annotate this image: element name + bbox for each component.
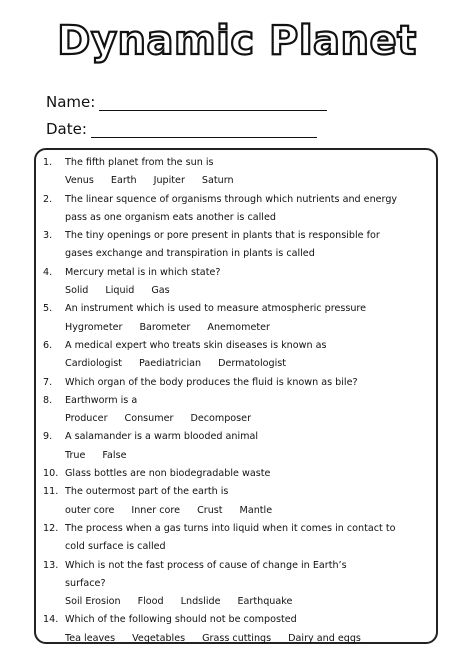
answer-options <box>43 282 431 300</box>
answer-option[interactable]: Venus <box>65 175 94 187</box>
question-number: 7. <box>43 376 53 388</box>
name-field <box>46 93 327 111</box>
answer-option[interactable]: Mantle <box>239 504 273 516</box>
question-item <box>43 337 431 374</box>
date-blank-line[interactable] <box>91 123 317 138</box>
question-row <box>43 374 431 392</box>
question-row <box>43 337 431 355</box>
answer-option[interactable]: Tea leaves <box>65 632 116 644</box>
question-row <box>43 191 431 209</box>
question-text: Earthworm is a <box>65 394 138 406</box>
question-row <box>43 428 431 446</box>
answer-option[interactable]: Producer <box>65 413 108 425</box>
date-field <box>46 120 317 138</box>
question-number: 6. <box>43 339 53 351</box>
question-item <box>43 191 431 228</box>
date-label: Date: <box>46 120 87 138</box>
question-item <box>43 483 431 520</box>
question-number: 3. <box>43 230 53 242</box>
answer-options <box>43 410 431 428</box>
answer-option[interactable]: Gas <box>151 285 170 297</box>
page-title: Dynamic Planet <box>57 18 417 64</box>
answer-option[interactable]: Dairy and eggs <box>288 632 361 644</box>
answer-option[interactable]: Crust <box>197 504 223 516</box>
question-item <box>43 392 431 429</box>
question-text: Glass bottles are non biodegradable waste <box>65 468 271 480</box>
answer-option[interactable]: Liquid <box>105 285 135 297</box>
question-row <box>43 465 431 483</box>
question-number: 5. <box>43 303 53 315</box>
answer-option[interactable]: Jupiter <box>153 175 185 187</box>
answer-option[interactable]: Anemometer <box>207 321 270 333</box>
name-label: Name: <box>46 93 96 111</box>
question-row <box>43 264 431 282</box>
question-row <box>43 520 431 538</box>
question-list <box>43 154 431 648</box>
answer-option[interactable]: Hygrometer <box>65 321 123 333</box>
question-item <box>43 428 431 465</box>
question-item <box>43 154 431 191</box>
question-item <box>43 520 431 557</box>
question-number: 1. <box>43 157 53 168</box>
question-row <box>43 611 431 629</box>
answer-option[interactable]: Flood <box>137 596 164 608</box>
question-item <box>43 300 431 337</box>
question-text: The fifth planet from the sun is <box>65 157 214 168</box>
question-text: surface? <box>65 577 106 589</box>
question-item <box>43 227 431 264</box>
answer-option[interactable]: Saturn <box>201 175 234 187</box>
answer-option[interactable]: Earth <box>110 175 137 187</box>
answer-options <box>43 502 431 520</box>
answer-option[interactable]: Soil Erosion <box>65 596 121 608</box>
question-item <box>43 264 431 301</box>
question-row <box>43 483 431 501</box>
question-number: 2. <box>43 193 53 205</box>
question-item <box>43 611 431 648</box>
answer-options <box>43 447 431 465</box>
answer-option[interactable]: Inner core <box>131 504 181 516</box>
question-row <box>43 392 431 410</box>
answer-option[interactable]: Solid <box>65 285 89 297</box>
question-number: 14. <box>43 614 59 626</box>
question-number: 11. <box>43 486 59 498</box>
question-row <box>43 557 431 575</box>
question-row <box>43 227 431 245</box>
question-row <box>43 300 431 318</box>
question-text: The linear squence of organisms through which nutrients and energy <box>65 193 398 205</box>
answer-options <box>43 319 431 337</box>
question-text: The process when a gas turns into liquid when it comes in contact to <box>65 522 396 534</box>
question-text: Which is not the fast process of cause of change in Earth’s <box>65 559 347 571</box>
question-number: 12. <box>43 522 59 534</box>
question-text: The outermost part of the earth is <box>65 486 229 498</box>
question-text: cold surface is called <box>65 541 166 553</box>
answer-option[interactable]: Decomposer <box>190 413 252 425</box>
answer-option[interactable]: True <box>65 449 86 461</box>
question-item <box>43 374 431 392</box>
question-text: Which of the following should not be composted <box>65 614 297 626</box>
answer-options <box>43 355 431 373</box>
answer-option[interactable]: Vegetables <box>132 632 186 644</box>
question-row <box>43 154 431 172</box>
answer-option[interactable]: False <box>102 449 127 461</box>
question-text: An instrument which is used to measure atmospheric pressure <box>65 303 367 315</box>
question-item <box>43 465 431 483</box>
question-text: Which organ of the body produces the fluid is known as bile? <box>65 376 358 388</box>
question-text: Mercury metal is in which state? <box>65 266 221 278</box>
answer-option[interactable]: Consumer <box>124 413 174 425</box>
question-text: A salamander is a warm blooded animal <box>65 431 259 443</box>
question-text: The tiny openings or pore present in plants that is responsible for <box>65 230 380 242</box>
question-number: 4. <box>43 266 53 278</box>
question-text: pass as one organism eats another is called <box>65 211 276 223</box>
question-number: 8. <box>43 394 53 406</box>
question-number: 10. <box>43 468 59 480</box>
answer-option[interactable]: Paediatrician <box>139 358 202 370</box>
answer-option[interactable]: outer core <box>65 504 115 516</box>
answer-options <box>43 172 431 190</box>
answer-option[interactable]: Cardiologist <box>65 358 123 370</box>
question-number: 9. <box>43 431 53 443</box>
answer-options <box>43 630 431 648</box>
question-item <box>43 557 431 612</box>
question-text: gases exchange and transpiration in plants is called <box>65 248 315 260</box>
answer-options <box>43 593 431 611</box>
answer-option[interactable]: Grass cuttings <box>202 632 272 644</box>
answer-option[interactable]: Earthquake <box>237 596 293 608</box>
answer-option[interactable]: Lndslide <box>180 596 221 608</box>
name-blank-line[interactable] <box>99 96 327 111</box>
question-text: A medical expert who treats skin diseases is known as <box>65 339 327 351</box>
answer-option[interactable]: Dermatologist <box>218 358 287 370</box>
question-number: 13. <box>43 559 59 571</box>
answer-option[interactable]: Barometer <box>139 321 191 333</box>
